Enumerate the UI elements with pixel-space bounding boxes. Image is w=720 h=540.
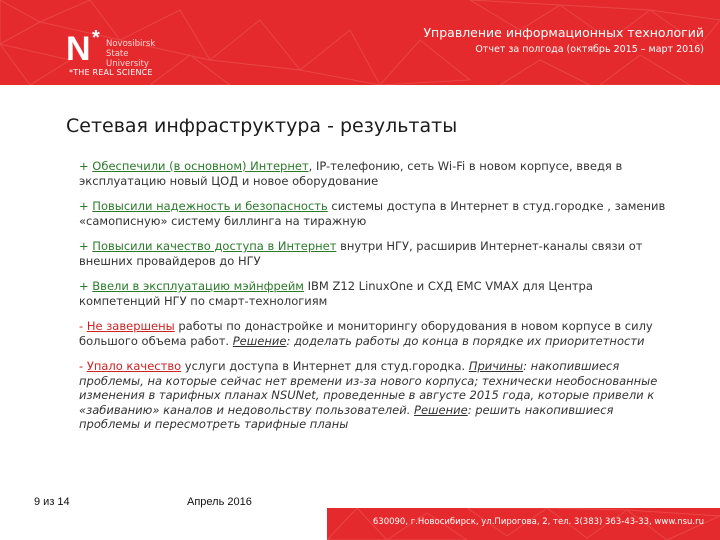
item-text: работы по донастройке и мониторингу оборудования в новом корпусе в силу большого объема работ. xyxy=(79,319,653,348)
item-lead: Ввели в эксплуатацию мэйнфрейм xyxy=(92,279,304,293)
item-lead: Обеспечили (в основном) Интернет xyxy=(92,159,309,173)
minus-marker: - xyxy=(79,359,84,373)
plus-marker: + xyxy=(79,159,89,173)
item-text: услуги доступа в Интернет для студ.городка. xyxy=(181,359,469,373)
header-subtitle: Отчет за полгода (октябрь 2015 – март 2016) xyxy=(475,44,704,55)
item-text: IBM Z12 LinuxOne и СХД EMC VMAX для Центра компетенций НГУ по смарт-технологиям xyxy=(79,279,593,308)
item-note2-text: : решить накопившиеся проблемы и пересмотреть тарифные планы xyxy=(79,402,614,431)
list-item xyxy=(79,319,675,348)
page-title: Сетевая инфраструктура - результаты xyxy=(66,115,458,137)
list-item xyxy=(79,239,675,268)
list-item xyxy=(79,159,675,188)
list-item xyxy=(79,279,675,308)
logo-wordmark xyxy=(106,39,155,69)
item-lead: Повысили надежность и безопасность xyxy=(92,199,328,213)
item-note-text: : накопившиеся проблемы, на которые сейчас нет времени из-за нового корпуса; технически необоснованные изменения в тарифных планах NSUNet, проведенные в августе 2015 года, которые привели к «забиванию» каналов и недовольству пользователей. xyxy=(79,359,658,417)
item-lead: Повысили качество доступа в Интернет xyxy=(92,239,337,253)
item-note-text: : доделать работы до конца в порядке их приоритетности xyxy=(286,333,645,348)
item-lead: Упало качество xyxy=(86,359,182,373)
plus-marker: + xyxy=(79,239,89,253)
item-note-label: Решение xyxy=(232,333,287,348)
item-note2-label: Решение xyxy=(414,402,468,417)
list-item xyxy=(79,359,675,432)
logo-word: State xyxy=(106,49,129,59)
footer-date: Апрель 2016 xyxy=(187,496,252,508)
logo-word: University xyxy=(106,59,149,69)
item-lead: Не завершены xyxy=(86,319,175,333)
header-title: Управление информационных технологий xyxy=(423,25,704,40)
logo-tagline: *THE REAL SCIENCE xyxy=(69,68,153,77)
logo-star: * xyxy=(92,27,100,49)
logo-word: Novosibirsk xyxy=(106,39,156,49)
item-text: системы доступа в Интернет в студ.городке , заменив «самописную» систему биллинга на тиражную xyxy=(79,199,666,228)
header-banner xyxy=(0,0,720,85)
footer-address: 630090, г.Новосибирск, ул.Пирогова, 2, тел. 3(383) 363-43-33, www.nsu.ru xyxy=(372,517,704,527)
page-number: 9 из 14 xyxy=(34,496,70,508)
list-item xyxy=(79,199,675,228)
footer-bar xyxy=(327,508,720,540)
item-note-label: Причины xyxy=(468,359,524,373)
plus-marker: + xyxy=(79,199,89,213)
minus-marker: - xyxy=(79,319,84,333)
logo-letter: N xyxy=(66,30,91,68)
results-list xyxy=(79,159,675,443)
plus-marker: + xyxy=(79,279,89,293)
item-text: внутри НГУ, расширив Интернет-каналы связи от внешних провайдеров до НГУ xyxy=(79,239,643,268)
item-text: , IP-телефонию, сеть Wi-Fi в новом корпусе, введя в эксплуатацию новый ЦОД и новое оборудование xyxy=(79,159,623,188)
